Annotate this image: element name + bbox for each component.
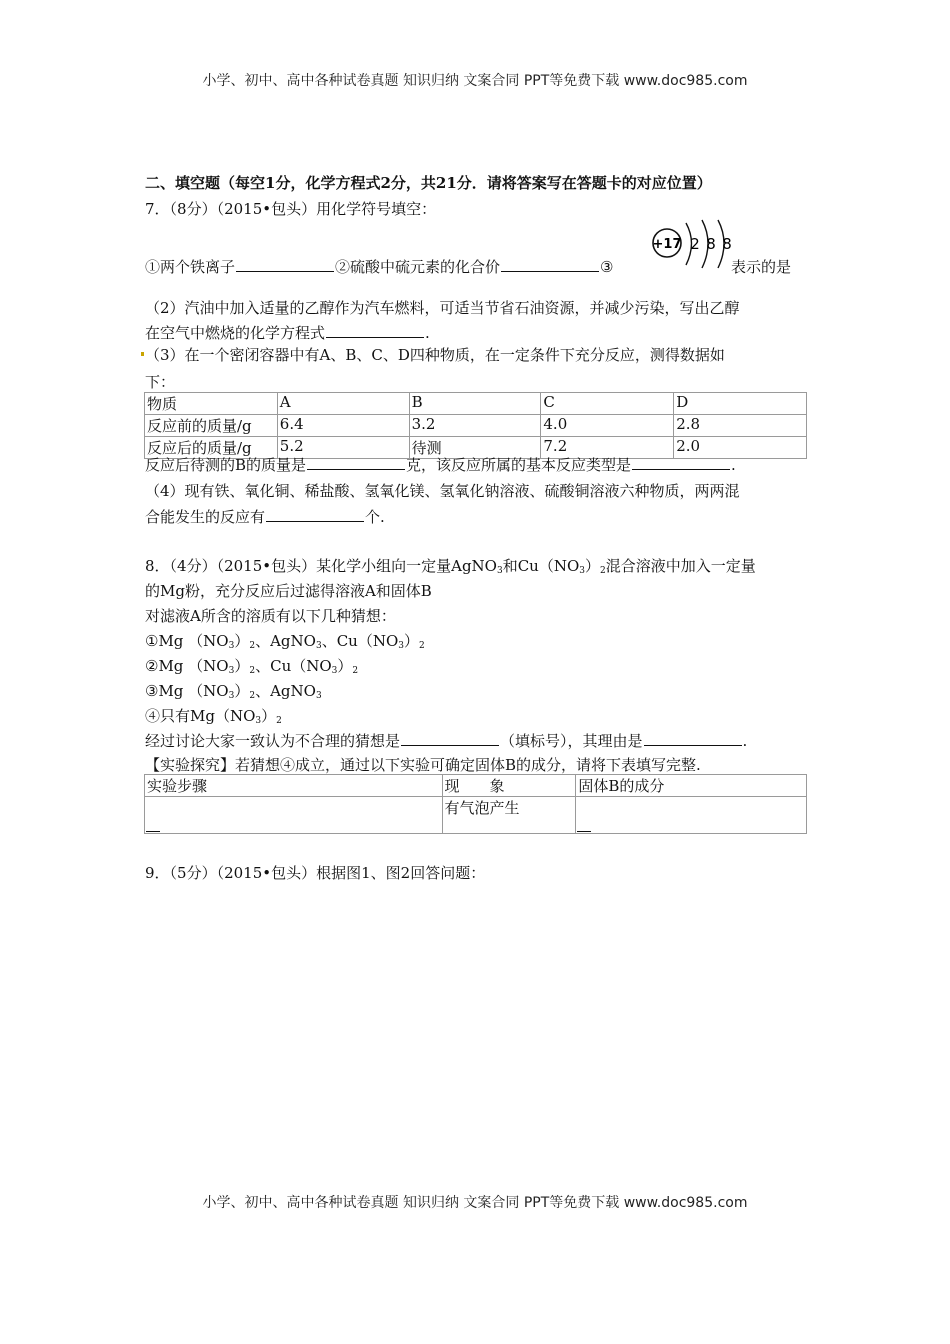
subscript: 3 [228, 666, 235, 676]
table-cell: 2.0 [674, 437, 807, 459]
q8-line1 [145, 555, 756, 576]
period: . [742, 732, 748, 750]
table-cell: C [541, 393, 674, 415]
chlorine-atom-structure-diagram [645, 218, 735, 272]
table-header: 现 象 [442, 775, 576, 797]
table-header: 实验步骤 [145, 775, 443, 797]
period: . [425, 324, 430, 342]
table-row [145, 797, 807, 834]
answer-blank[interactable] [307, 454, 405, 470]
q7-p4-end: 个. [365, 508, 385, 526]
table-cell: B [409, 393, 541, 415]
q7-p4-line1: （4）现有铁、氧化铜、稀盐酸、氢氧化镁、氢氧化钠溶液、硫酸铜溶液六种物质，两两混 [145, 482, 740, 500]
q7-p1-d: 表示的是 [731, 258, 792, 276]
q7-p3-ans-a: 反应后待测的B的质量是 [145, 456, 307, 474]
subscript: 2 [600, 566, 606, 576]
text: 、AgNO [255, 682, 316, 700]
table-header: 固体B的成分 [576, 775, 807, 797]
shell-electron-count: 8 [722, 235, 732, 253]
shell-electron-count: 2 [690, 235, 700, 253]
margin-dot [141, 352, 144, 356]
text: ） [261, 707, 277, 725]
nucleus-charge: +17 [652, 237, 682, 252]
q7-part4-line2 [145, 506, 385, 527]
q7-part3-answer [145, 454, 736, 475]
text: （填标号），其理由是 [500, 732, 643, 750]
text: 混合溶液中加入一定量 [605, 557, 756, 575]
subscript: 3 [228, 641, 235, 651]
subscript: 2 [419, 641, 425, 651]
text: 和Cu（NO [502, 557, 580, 575]
q7-p3-line2: 下： [145, 373, 176, 391]
q7-p2-line1: （2）汽油中加入适量的乙醇作为汽车燃料，可适当节省石油资源，并减少污染，写出乙醇 [145, 299, 740, 317]
text: ） [337, 657, 353, 675]
q7-stem: 7．（8分）（2015•包头）用化学符号填空： [145, 200, 437, 218]
answer-cell[interactable] [576, 797, 807, 834]
q8-guess-1 [145, 630, 425, 651]
text: ） [403, 632, 419, 650]
q7-p1-c: ③ [600, 258, 614, 276]
table-cell: D [674, 393, 807, 415]
subscript: 3 [496, 566, 503, 576]
table-row [145, 415, 807, 437]
answer-blank[interactable] [326, 322, 424, 338]
q7-p3-line1: （3）在一个密闭容器中有A、B、C、D四种物质，在一定条件下充分反应，测得数据如 [145, 346, 725, 364]
subscript: 3 [579, 566, 585, 576]
text: ） [234, 657, 250, 675]
subscript: 2 [249, 666, 256, 676]
answer-blank[interactable] [644, 730, 742, 746]
text: 、Cu（NO [321, 632, 399, 650]
text: ②Mg （NO [145, 657, 229, 675]
table-cell: 物质 [145, 393, 278, 415]
subscript: 2 [276, 716, 282, 726]
experiment-table [144, 774, 807, 834]
answer-blank[interactable] [401, 730, 499, 746]
answer-blank[interactable] [632, 454, 730, 470]
section-title: 二、填空题（每空1分，化学方程式2分，共21分．请将答案写在答题卡的对应位置） [145, 174, 712, 192]
subscript: 3 [331, 666, 338, 676]
answer-blank[interactable] [501, 256, 599, 272]
table-header-row [145, 775, 807, 797]
q8-guess-4 [145, 705, 282, 726]
q7-part2-line2 [145, 322, 430, 343]
text: 、AgNO [255, 632, 316, 650]
subscript: 3 [315, 641, 322, 651]
subscript: 3 [228, 691, 235, 701]
table-cell: 7.2 [541, 437, 674, 459]
text: ） [234, 632, 250, 650]
q8-line3: 对滤液A所含的溶质有以下几种猜想： [145, 607, 396, 625]
answer-blank-mark [146, 831, 160, 832]
subscript: 2 [249, 641, 256, 651]
q7-part1 [145, 256, 613, 277]
subscript: 3 [315, 691, 322, 701]
q8-discussion [145, 730, 747, 751]
table-cell: A [277, 393, 409, 415]
q7-p1-a: ①两个铁离子 [145, 258, 236, 276]
table-cell: 3.2 [409, 415, 541, 437]
period: . [731, 456, 736, 474]
q7-p2-line2: 在空气中燃烧的化学方程式 [145, 324, 326, 342]
shell-electron-count: 8 [706, 235, 716, 253]
subscript: 3 [255, 716, 262, 726]
text: ④只有Mg（NO [145, 707, 256, 725]
subscript: 2 [249, 691, 256, 701]
table-cell: 待测 [409, 437, 541, 459]
table-cell: 2.8 [674, 415, 807, 437]
q7-p3-ans-b: 克，该反应所属的基本反应类型是 [406, 456, 632, 474]
q8-line2: 的Mg粉，充分反应后过滤得溶液A和固体B [145, 582, 432, 600]
page-header: 小学、初中、高中各种试卷真题 知识归纳 文案合同 PPT等免费下载 www.doc985.com [202, 73, 748, 89]
q7-p1-b: ②硫酸中硫元素的化合价 [335, 258, 501, 276]
q8-guess-2 [145, 655, 358, 676]
table-cell: 有气泡产生 [442, 797, 576, 834]
answer-blank-mark [577, 831, 591, 832]
mass-data-table [144, 392, 807, 459]
q8-experiment-intro: 【实验探究】若猜想④成立，通过以下实验可确定固体B的成分，请将下表填写完整. [145, 756, 701, 774]
answer-blank[interactable] [236, 256, 334, 272]
text: 、Cu（NO [255, 657, 332, 675]
text: ①Mg （NO [145, 632, 229, 650]
table-row [145, 393, 807, 415]
subscript: 3 [398, 641, 404, 651]
text: 8．（4分）（2015•包头）某化学小组向一定量AgNO [145, 557, 497, 575]
table-cell: 反应后的质量/g [145, 437, 278, 459]
text: ） [234, 682, 250, 700]
table-cell: 6.4 [277, 415, 409, 437]
text: ） [585, 557, 601, 575]
q8-guess-3 [145, 680, 322, 701]
text: 经过讨论大家一致认为不合理的猜想是 [145, 732, 401, 750]
text: ③Mg （NO [145, 682, 229, 700]
q7-p4-line2: 合能发生的反应有 [145, 508, 266, 526]
subscript: 2 [352, 666, 359, 676]
table-cell: 4.0 [541, 415, 674, 437]
table-cell: 反应前的质量/g [145, 415, 278, 437]
answer-blank[interactable] [266, 506, 364, 522]
table-cell: 5.2 [277, 437, 409, 459]
answer-cell[interactable] [145, 797, 443, 834]
page-footer: 小学、初中、高中各种试卷真题 知识归纳 文案合同 PPT等免费下载 www.doc985.com [202, 1195, 748, 1211]
q9-stem: 9．（5分）（2015•包头）根据图1、图2回答问题： [145, 864, 486, 882]
